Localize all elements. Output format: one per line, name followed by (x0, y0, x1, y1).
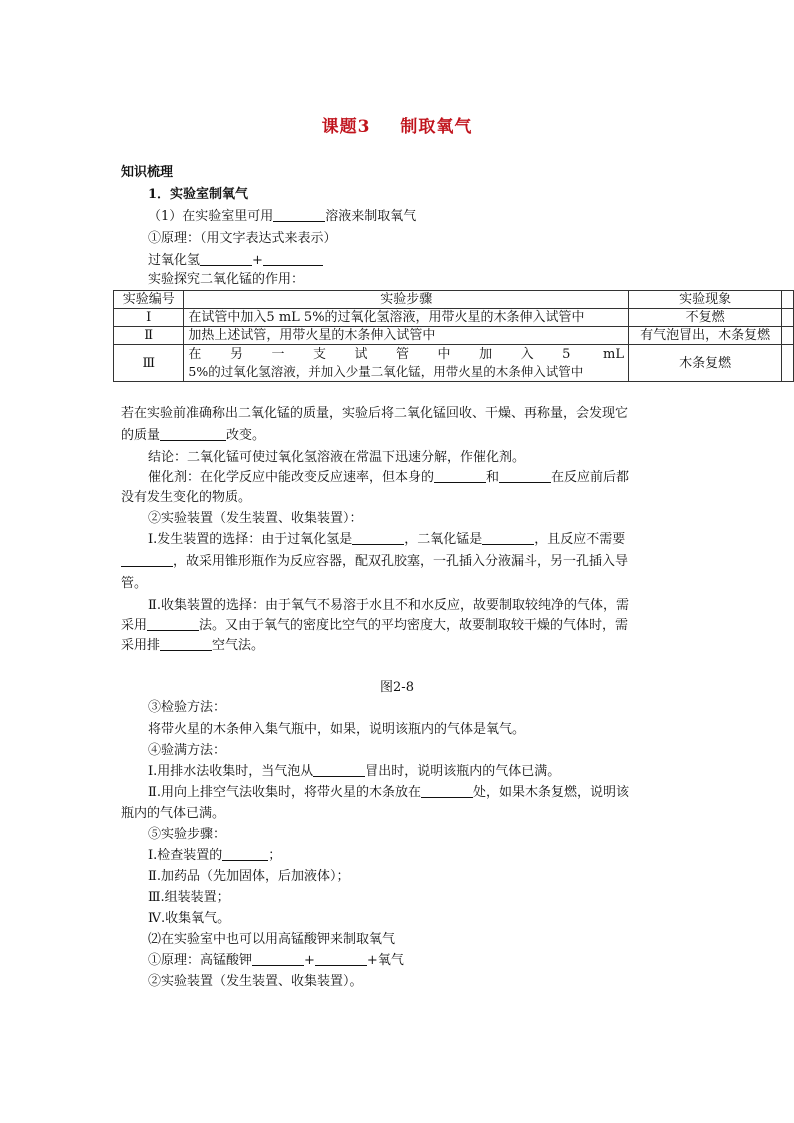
title-lesson-number: 课题3 (321, 117, 371, 137)
table-row (114, 345, 794, 382)
item-1-text: （1）在实验室里可用 (148, 209, 274, 224)
header-step: 实验步骤 (184, 291, 629, 309)
paragraph-text-end: ，且反应不需要 (534, 532, 626, 547)
device-heading: ②实验装置（发生装置、收集装置）： (148, 511, 363, 526)
figure-caption: 图2-8 (380, 680, 414, 695)
row-id: Ⅱ (114, 327, 184, 345)
fill-blank (315, 951, 367, 966)
fill-blank (482, 530, 534, 545)
fill-blank (434, 468, 486, 483)
fill-blank (252, 951, 304, 966)
paragraph-text-end: ； (268, 848, 282, 863)
fill-blank (263, 251, 323, 266)
table-cell (782, 327, 794, 345)
row-step: 加热上述试管，用带火星的木条伸入试管中 (184, 327, 629, 345)
fill-blank (352, 530, 404, 545)
paragraph-text: 采用 (121, 618, 148, 633)
experiment-table (113, 290, 794, 382)
step-3: Ⅲ.组装装置； (148, 890, 230, 905)
row-step (184, 345, 629, 382)
check-text: 将带火星的木条伸入集气瓶中，如果，说明该瓶内的气体是氧气。 (148, 722, 526, 737)
row-id: Ⅲ (114, 345, 184, 382)
generator-b (121, 552, 628, 572)
item-1-text-end: 溶液来制取氧气 (325, 209, 417, 224)
paragraph-text-end: 处，如果木条复燃，说明该 (472, 785, 629, 800)
collector-a: Ⅱ.收集装置的选择：由于氧气不易溶于水且不和水反应，故要制取较纯净的气体，需 (148, 598, 629, 613)
table-row (114, 309, 794, 327)
table-cell (782, 345, 794, 382)
fill-blank (160, 636, 212, 651)
equation-plus: + (252, 253, 263, 268)
row-step-line-1: 在另一支试管中加入5 mL (188, 347, 625, 362)
equation-plus: + (304, 953, 315, 968)
fill-blank (421, 783, 473, 798)
catalyst-definition-b: 没有发生变化的物质。 (121, 490, 252, 505)
paragraph-text: 采用排 (121, 638, 161, 653)
step-1 (148, 846, 281, 866)
row-result: 不复燃 (629, 309, 782, 327)
paragraph-text-end: 冒出时，说明该瓶内的气体已满。 (365, 764, 561, 779)
collector-b (121, 616, 628, 636)
table-header-row (114, 291, 794, 309)
page-title (0, 112, 794, 137)
row-result: 有气泡冒出，木条复燃 (629, 327, 782, 345)
table-cell (782, 309, 794, 327)
full-heading: ④验满方法： (148, 743, 227, 758)
fill-blank (200, 251, 252, 266)
fill-blank (499, 468, 551, 483)
fill-blank (313, 762, 365, 777)
explore-heading: 实验探究二氧化锰的作用： (148, 272, 305, 287)
row-id: Ⅰ (114, 309, 184, 327)
paragraph-text: Ⅰ.发生装置的选择：由于过氧化氢是 (148, 532, 353, 547)
collector-c (121, 636, 264, 656)
fill-blank (160, 426, 226, 441)
equation-reactant: 过氧化氢 (148, 253, 201, 268)
fill-blank (147, 616, 199, 631)
conclusion: 结论：二氧化锰可使过氧化氢溶液在常温下迅速分解，作催化剂。 (148, 450, 526, 465)
step-4: Ⅳ.收集氧气。 (148, 911, 231, 926)
device-2: ②实验装置（发生装置、收集装置）。 (148, 974, 363, 989)
generator-c: 管。 (121, 576, 148, 591)
paragraph-text: Ⅰ.检查装置的 (148, 848, 223, 863)
paragraph-text-end: 改变。 (226, 428, 266, 443)
title-topic: 制取氧气 (400, 117, 473, 137)
paragraph-text: Ⅰ.用排水法收集时，当气泡从 (148, 764, 314, 779)
paragraph-text: ①原理：高锰酸钾 (148, 953, 253, 968)
row-step-line-2: 5%的过氧化氢溶液，并加入少量二氧化锰，用带火星的木条伸入试管中 (188, 364, 584, 379)
equation-1 (148, 251, 323, 271)
paragraph-text: Ⅱ.用向上排空气法收集时，将带火星的木条放在 (148, 785, 421, 800)
paragraph-text-end: 在反应前后都 (551, 470, 630, 485)
table-cell (782, 291, 794, 309)
fill-blank (121, 552, 173, 567)
paragraph-text-end: 法。又由于氧气的密度比空气的平均密度大，故要制取较干燥的气体时，需 (199, 618, 629, 633)
header-result: 实验现象 (629, 291, 782, 309)
paragraph-text: 和 (486, 470, 500, 485)
paragraph-mass-a: 若在实验前准确称出二氧化锰的质量，实验后将二氧化锰回收、干燥、再称量，会发现它 (121, 406, 629, 421)
section-heading: 知识梳理 (121, 165, 174, 180)
catalyst-definition-a (148, 468, 629, 488)
paragraph-text: 催化剂：在化学反应中能改变反应速率，但本身的 (148, 470, 435, 485)
paragraph-text: ，故采用锥形瓶作为反应容器，配双孔胶塞，一孔插入分液漏斗，另一孔插入导 (173, 554, 629, 569)
generator-a (148, 530, 625, 550)
paragraph-text-end: 空气法。 (212, 638, 265, 653)
row-step: 在试管中加入5 mL 5%的过氧化氢溶液，用带火星的木条伸入试管中 (184, 309, 629, 327)
header-id: 实验编号 (114, 291, 184, 309)
paragraph-mass-b (121, 426, 265, 446)
item-1 (148, 207, 416, 227)
fill-blank (273, 207, 325, 222)
paragraph-text: ，二氧化锰是 (404, 532, 483, 547)
row-result: 木条复燃 (629, 345, 782, 382)
full-method-2-b: 瓶内的气体已满。 (121, 806, 226, 821)
steps-heading: ⑤实验步骤： (148, 827, 227, 842)
full-method-1 (148, 762, 560, 782)
principle-2 (148, 951, 404, 971)
equation-product: +氧气 (366, 953, 404, 968)
fill-blank (222, 846, 268, 861)
full-method-2 (148, 783, 629, 803)
item-2: ⑵在实验室中也可以用高锰酸钾来制取氧气 (148, 932, 396, 947)
paragraph-text: 的质量 (121, 428, 161, 443)
check-heading: ③检验方法： (148, 700, 227, 715)
principle-1: ①原理：（用文字表达式来表示） (148, 231, 337, 246)
step-2: Ⅱ.加药品（先加固体，后加液体）； (148, 869, 350, 884)
table-row (114, 327, 794, 345)
subsection-heading: 1．实验室制氧气 (148, 187, 249, 202)
